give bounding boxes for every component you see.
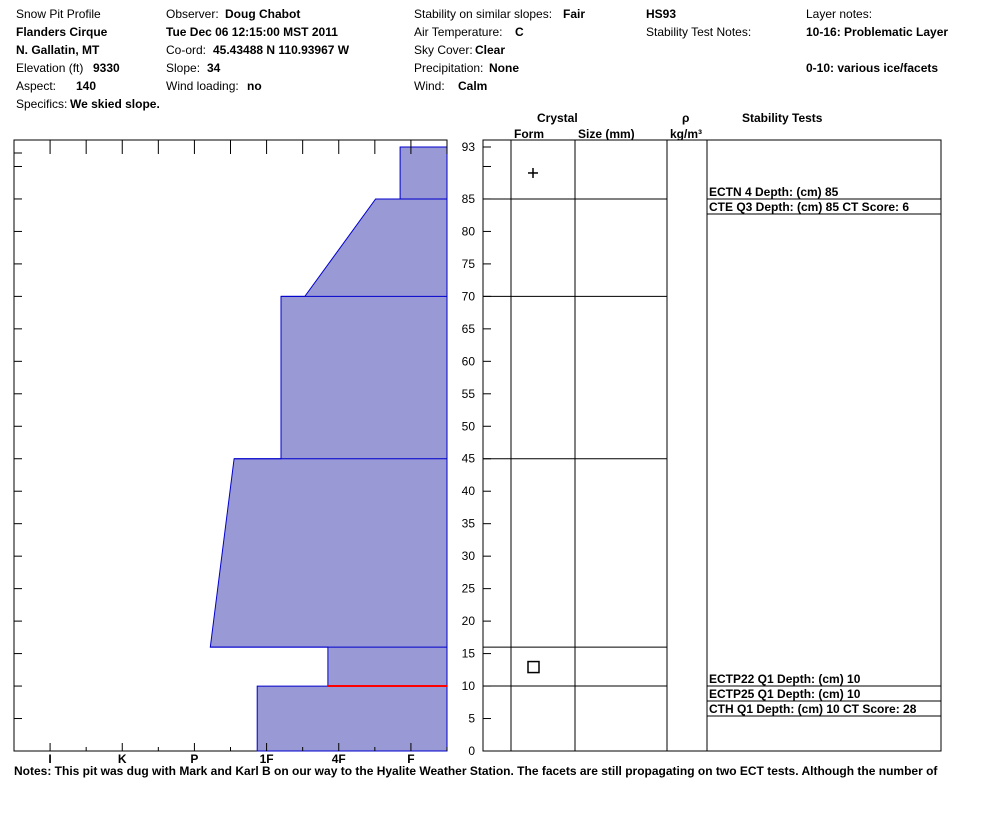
- stability-test-10-2: CTH Q1 Depth: (cm) 10 CT Score: 28: [709, 702, 917, 717]
- precip-label: Precipitation:: [414, 61, 484, 75]
- depth-label-75: 75: [461, 256, 475, 271]
- datetime: Tue Dec 06 12:15:00 MST 2011: [166, 25, 338, 39]
- precip-value: None: [489, 61, 519, 75]
- depth-label-30: 30: [461, 549, 475, 564]
- depth-label-45: 45: [461, 451, 475, 466]
- size-header: Size (mm): [578, 127, 635, 141]
- coord-value: 45.43488 N 110.93967 W: [213, 43, 350, 57]
- hardness-profile: [210, 147, 447, 751]
- form-header: Form: [514, 127, 544, 141]
- depth-label-50: 50: [461, 419, 475, 434]
- crystal-symbols: [528, 168, 539, 673]
- stability-tests-header: Stability Tests: [742, 111, 823, 125]
- density-symbol-header: ρ: [682, 111, 690, 125]
- depth-label-0: 0: [468, 744, 475, 758]
- air-temp-value: C: [515, 25, 524, 39]
- crystal-square: [528, 662, 539, 673]
- hardness-profile-group: [210, 147, 447, 751]
- stability-test-notes-label: Stability Test Notes:: [646, 25, 752, 39]
- stability-test-85-1: CTE Q3 Depth: (cm) 85 CT Score: 6: [709, 199, 910, 214]
- hardness-label-1F: 1F: [259, 752, 274, 766]
- air-temp-label: Air Temperature:: [414, 25, 503, 39]
- notes: Notes: This pit was dug with Mark and Karl B on our way to the Hyalite Weather Station. The facets are still propagating on two ECT tests. Although the number of: [14, 764, 938, 778]
- crystal-header: Crystal: [537, 111, 578, 125]
- wind-loading-label: Wind loading:: [166, 79, 239, 93]
- depth-label-60: 60: [461, 354, 475, 369]
- elevation-value: 9330: [93, 61, 120, 75]
- layer-table-frame: [483, 140, 941, 751]
- stability-test-10-0: ECTP22 Q1 Depth: (cm) 10: [709, 672, 861, 687]
- page-title: Snow Pit Profile: [16, 7, 101, 21]
- stability-test-85-0: ECTN 4 Depth: (cm) 85: [709, 184, 839, 199]
- location: Flanders Cirque: [16, 25, 108, 39]
- layer-note-1: 10-16: Problematic Layer: [806, 25, 949, 39]
- stability-value: Fair: [563, 7, 586, 21]
- depth-label-5: 5: [468, 711, 475, 726]
- depth-label-93: 93: [461, 140, 475, 154]
- depth-label-85: 85: [461, 191, 475, 206]
- specifics-value: We skied slope.: [70, 97, 160, 111]
- layer-notes-label: Layer notes:: [806, 7, 873, 21]
- observer-value: Doug Chabot: [225, 7, 301, 21]
- slope-label: Slope:: [166, 61, 201, 75]
- snow-height: HS93: [646, 7, 677, 21]
- stability-test-entries: [707, 185, 941, 716]
- aspect-value: 140: [76, 79, 97, 93]
- elevation-label: Elevation (ft): [16, 61, 84, 75]
- stability-test-10-1: ECTP25 Q1 Depth: (cm) 10: [709, 687, 861, 702]
- depth-label-15: 15: [461, 646, 475, 661]
- wind-value: Calm: [458, 79, 488, 93]
- slope-value: 34: [207, 61, 221, 75]
- wind-loading-value: no: [247, 79, 262, 93]
- depth-label-70: 70: [461, 289, 475, 304]
- wind-label: Wind:: [414, 79, 445, 93]
- hardness-label-F: F: [407, 752, 415, 766]
- sky-label: Sky Cover:: [414, 43, 473, 57]
- density-unit-header: kg/m³: [670, 127, 703, 141]
- coord-label: Co-ord:: [166, 43, 207, 57]
- depth-label-40: 40: [461, 484, 475, 499]
- depth-label-20: 20: [461, 614, 475, 629]
- hardness-label-I: I: [48, 752, 52, 766]
- chart-frames: [14, 140, 941, 751]
- stability-label: Stability on similar slopes:: [414, 7, 553, 21]
- hardness-label-P: P: [190, 752, 199, 766]
- hardness-label-K: K: [117, 752, 127, 766]
- region: N. Gallatin, MT: [16, 43, 100, 57]
- depth-label-35: 35: [461, 516, 475, 531]
- depth-label-55: 55: [461, 386, 475, 401]
- aspect-label: Aspect:: [16, 79, 57, 93]
- observer-label: Observer:: [166, 7, 219, 21]
- depth-label-80: 80: [461, 224, 475, 239]
- depth-label-10: 10: [461, 679, 475, 694]
- hardness-label-4F: 4F: [331, 752, 346, 766]
- depth-label-65: 65: [461, 321, 475, 336]
- depth-label-25: 25: [461, 581, 475, 596]
- sky-value: Clear: [475, 43, 506, 57]
- specifics-label: Specifics:: [16, 97, 68, 111]
- layer-note-2: 0-10: various ice/facets: [806, 61, 939, 75]
